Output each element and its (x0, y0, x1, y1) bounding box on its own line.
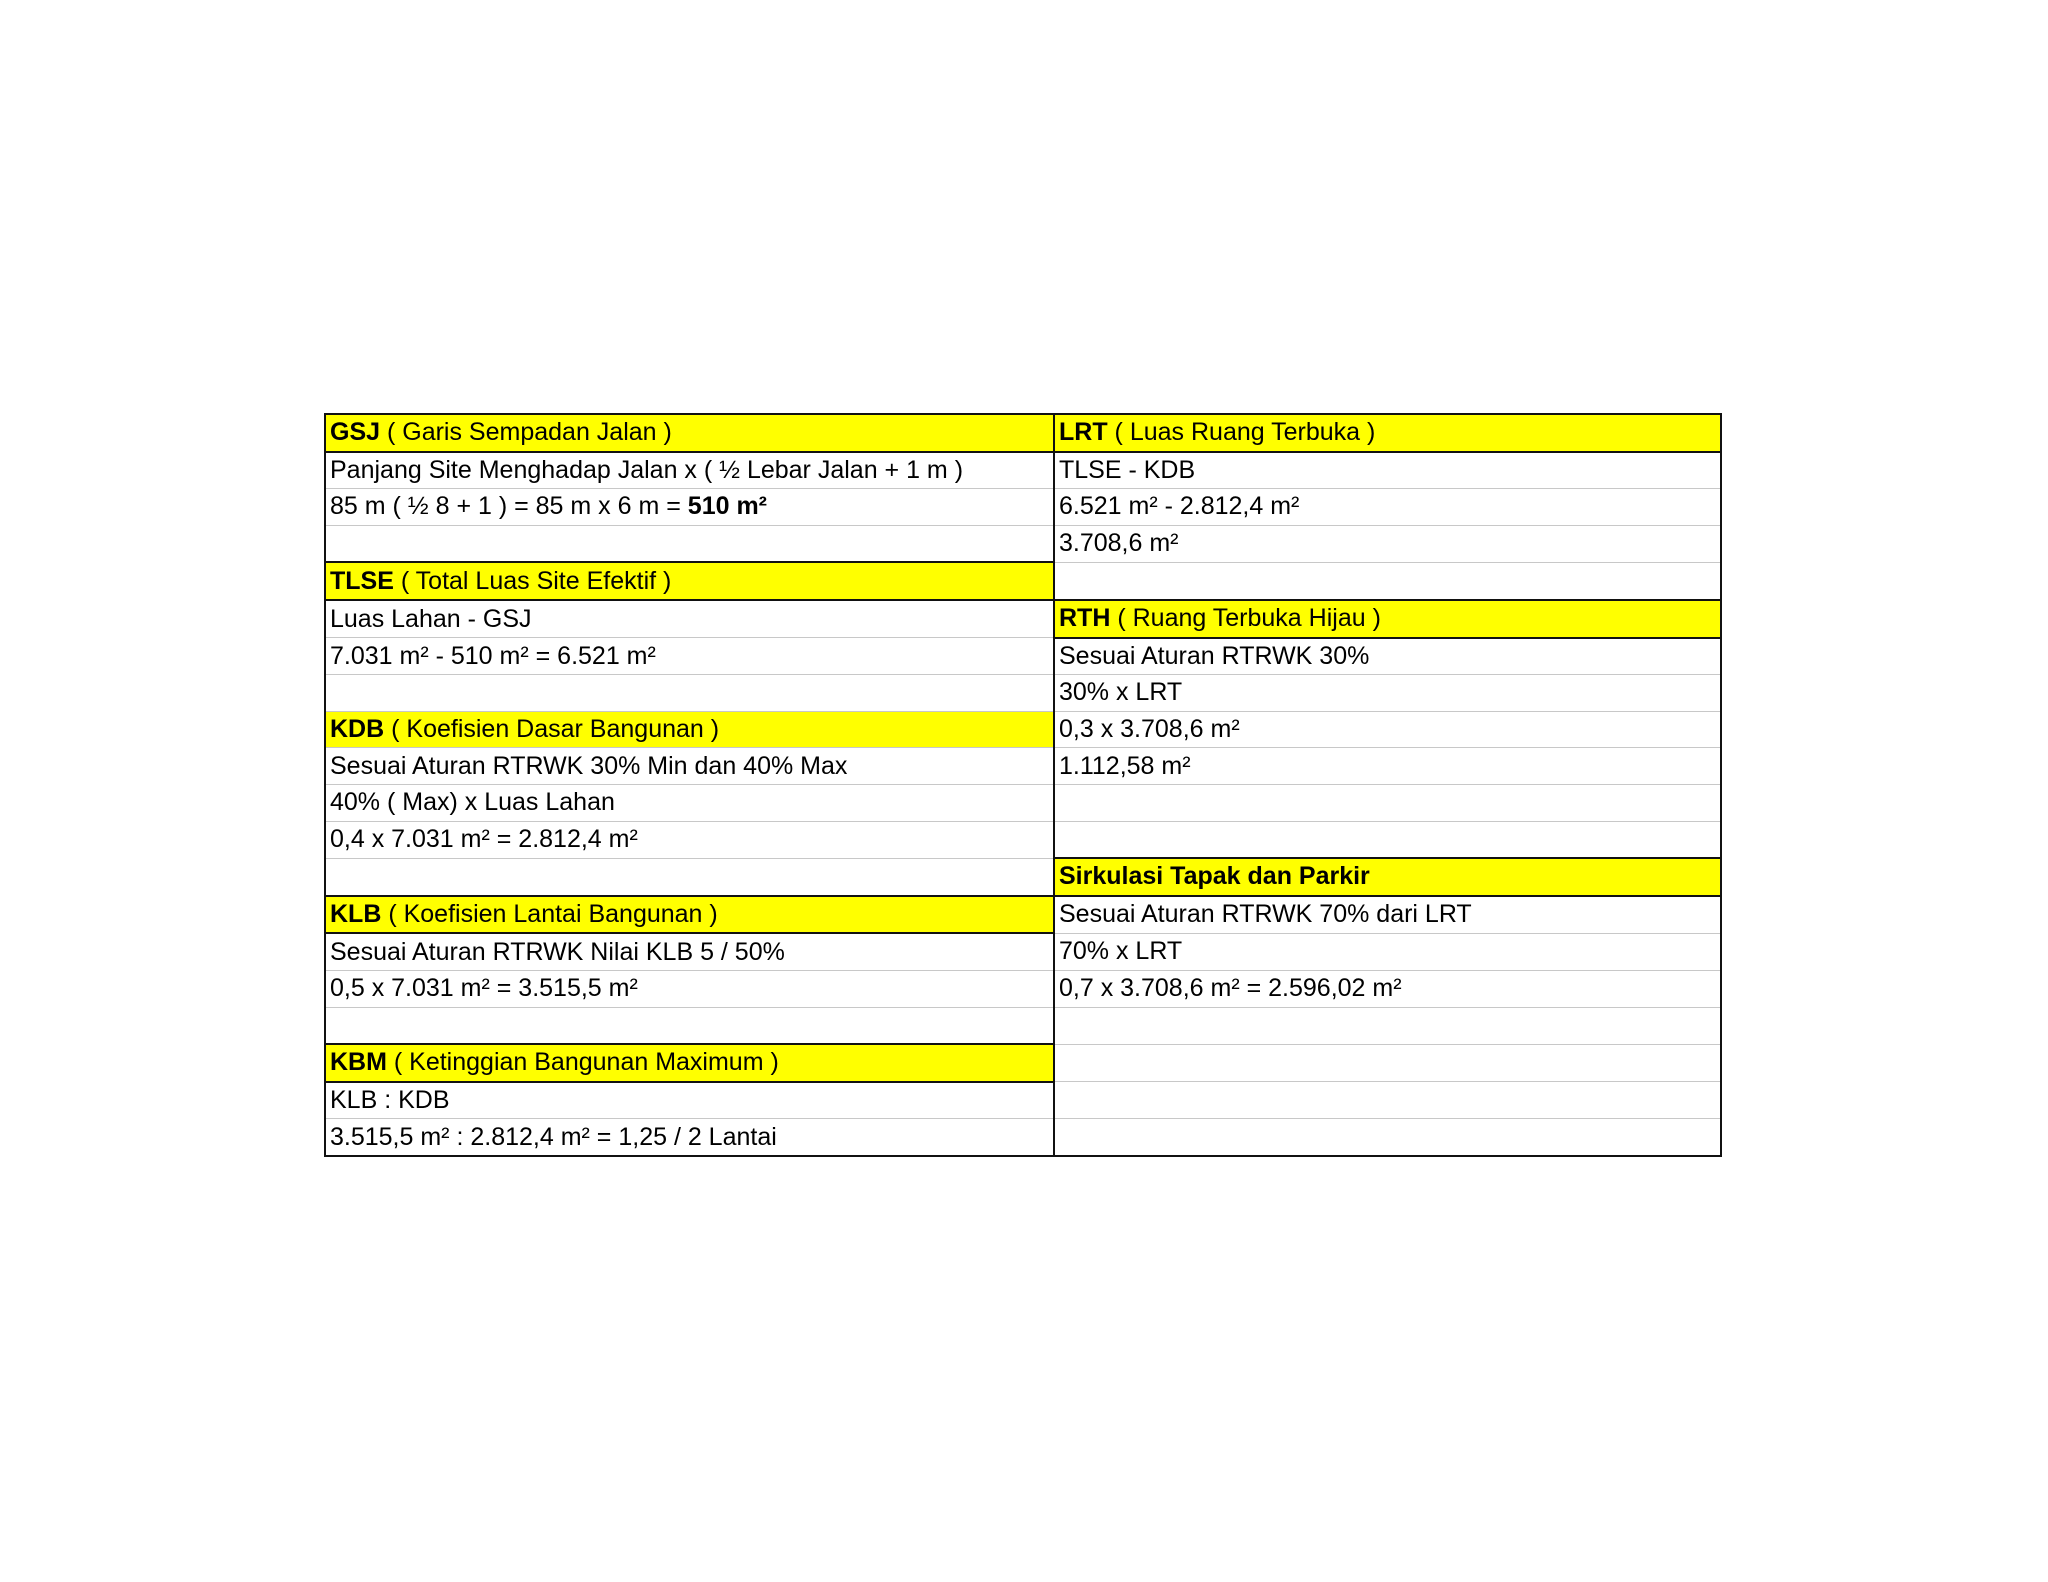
table-row (325, 1007, 1721, 1044)
rth-line2: 30% x LRT (1054, 675, 1721, 712)
table-row (325, 600, 1721, 638)
rth-line4: 1.112,58 m² (1054, 748, 1721, 785)
lrt-line1: TLSE - KDB (1054, 452, 1721, 489)
table-row (325, 1119, 1721, 1156)
kdb-header (325, 711, 1054, 748)
sirkulasi-line2: 70% x LRT (1054, 933, 1721, 970)
tlse-line1: Luas Lahan - GSJ (325, 600, 1054, 638)
table-row (325, 896, 1721, 934)
tlse-header (325, 562, 1054, 600)
rth-line1: Sesuai Aturan RTRWK 30% (1054, 638, 1721, 675)
table-row (325, 675, 1721, 712)
kbm-line1: KLB : KDB (325, 1082, 1054, 1119)
tlse-line2: 7.031 m² - 510 m² = 6.521 m² (325, 638, 1054, 675)
tlse-abbr: TLSE (330, 566, 394, 595)
table-row (325, 414, 1721, 452)
empty-cell (1054, 1007, 1721, 1044)
lrt-abbr: LRT (1059, 418, 1108, 447)
table-row (325, 525, 1721, 562)
klb-title: ( Koefisien Lantai Bangunan ) (381, 900, 718, 929)
empty-cell (325, 858, 1054, 896)
kdb-line2: 40% ( Max) x Luas Lahan (325, 784, 1054, 821)
table-row (325, 452, 1721, 489)
rth-title: ( Ruang Terbuka Hijau ) (1110, 604, 1381, 633)
table-row (325, 711, 1721, 748)
table-row (325, 638, 1721, 675)
gsj-line2 (325, 489, 1054, 526)
kdb-line1: Sesuai Aturan RTRWK 30% Min dan 40% Max (325, 748, 1054, 785)
gsj-header (325, 414, 1054, 452)
empty-cell (1054, 562, 1721, 600)
lrt-line3: 3.708,6 m² (1054, 525, 1721, 562)
kbm-abbr: KBM (330, 1048, 387, 1077)
kbm-title: ( Ketinggian Bangunan Maximum ) (386, 1048, 779, 1077)
klb-line2: 0,5 x 7.031 m² = 3.515,5 m² (325, 970, 1054, 1007)
empty-cell (1054, 1044, 1721, 1082)
table-row (325, 784, 1721, 821)
rth-abbr: RTH (1059, 604, 1111, 633)
empty-cell (325, 675, 1054, 712)
empty-cell (325, 525, 1054, 562)
table-row (325, 1082, 1721, 1119)
kdb-title: ( Koefisien Dasar Bangunan ) (384, 715, 720, 744)
table-row (325, 562, 1721, 600)
empty-cell (1054, 1119, 1721, 1156)
sirkulasi-line1: Sesuai Aturan RTRWK 70% dari LRT (1054, 896, 1721, 934)
table-row (325, 489, 1721, 526)
empty-cell (1054, 1082, 1721, 1119)
table-row (325, 821, 1721, 858)
rth-header (1054, 600, 1721, 638)
lrt-header (1054, 414, 1721, 452)
gsj-title: ( Garis Sempadan Jalan ) (380, 418, 672, 447)
tlse-title: ( Total Luas Site Efektif ) (393, 566, 672, 595)
sirkulasi-title: Sirkulasi Tapak dan Parkir (1059, 862, 1370, 891)
klb-line1: Sesuai Aturan RTRWK Nilai KLB 5 / 50% (325, 933, 1054, 970)
sirkulasi-header (1054, 858, 1721, 896)
kdb-line3: 0,4 x 7.031 m² = 2.812,4 m² (325, 821, 1054, 858)
empty-cell (1054, 821, 1721, 858)
sirkulasi-line3: 0,7 x 3.708,6 m² = 2.596,02 m² (1054, 970, 1721, 1007)
table-row (325, 970, 1721, 1007)
table-row (325, 1044, 1721, 1082)
table-row (325, 933, 1721, 970)
gsj-line1: Panjang Site Menghadap Jalan x ( ½ Lebar Jalan + 1 m ) (325, 452, 1054, 489)
calculation-table (324, 413, 1722, 1157)
gsj-line2-formula: 85 m ( ½ 8 + 1 ) = 85 m x 6 m = (330, 492, 688, 521)
empty-cell (325, 1007, 1054, 1044)
klb-header (325, 896, 1054, 934)
table-row (325, 858, 1721, 896)
rth-line3: 0,3 x 3.708,6 m² (1054, 711, 1721, 748)
lrt-line2: 6.521 m² - 2.812,4 m² (1054, 489, 1721, 526)
gsj-abbr: GSJ (330, 418, 381, 447)
kbm-header (325, 1044, 1054, 1082)
empty-cell (1054, 784, 1721, 821)
kdb-abbr: KDB (330, 715, 385, 744)
kbm-line2: 3.515,5 m² : 2.812,4 m² = 1,25 / 2 Lantai (325, 1119, 1054, 1156)
gsj-line2-result: 510 m² (687, 492, 768, 521)
lrt-title: ( Luas Ruang Terbuka ) (1107, 418, 1376, 447)
table-row (325, 748, 1721, 785)
klb-abbr: KLB (330, 900, 382, 929)
